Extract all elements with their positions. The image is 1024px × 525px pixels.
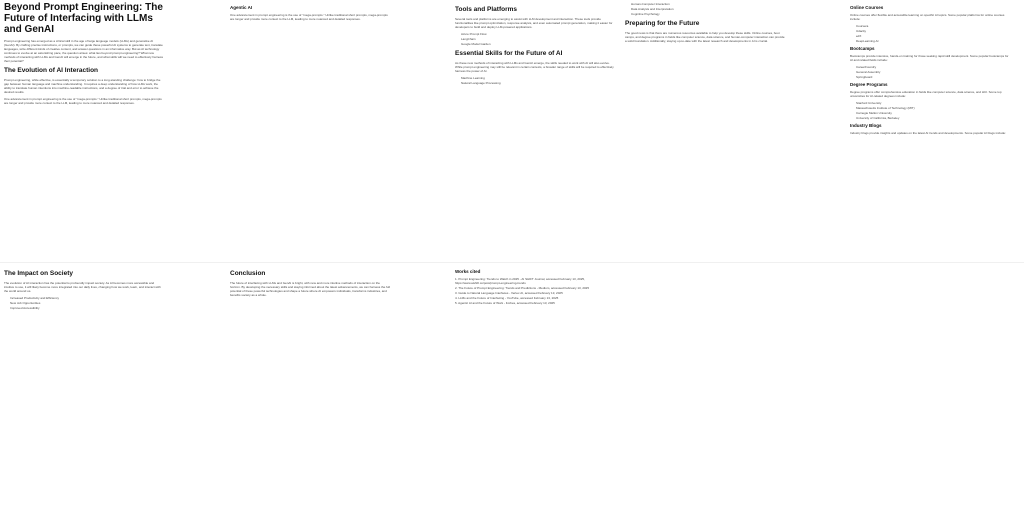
page-divider [0,262,1024,263]
list-item: • Google Model Garden [461,42,615,46]
impact-paragraph: The evolution of AI interaction has the potential to profoundly impact society. As AI becomes more accessible and intuitive to use, it will likely become more integrated into our daily lives, changing how we work, learn, and interact with the world around us. [4,281,161,293]
column-2 [230,2,390,260]
heading-impact: The Impact on Society [4,270,73,277]
heading-online-courses: Online Courses [850,5,884,10]
degree-list [856,101,1010,120]
heading-conclusion: Conclusion [230,270,266,277]
column-8 [455,266,625,522]
online-list [856,24,1010,43]
list-item: • Data Analysis and Interpretation [631,7,785,11]
list-item: • Human-Computer Interaction [631,2,785,6]
list-item: • Machine Learning [461,76,615,80]
heading-skills: Essential Skills for the Future of AI [455,50,563,57]
online-paragraph: Online courses offer flexible and accessible learning on specific AI topics. Some popular platforms for online courses include: [850,13,1005,21]
heading-agentic: Agentic AI [230,5,253,10]
list-item: • Improved Accessibility [10,306,164,310]
evolution-paragraph-1: Prompt engineering, while effective, is essentially a temporary solution to a long-standing challenge: how to bridge the gap between human language and machine understanding. It requires a deep understanding of how LLMs work, the ability to translate human intentions into machine-readable instructions, and a degree of trial and error to achieve the desired results. [4,78,161,94]
degree-paragraph: Degree programs offer comprehensive education in fields like computer science, data science, and HCI. Some top universities for AI-related degrees include: [850,90,1002,98]
list-item: • General Assembly [856,70,1010,74]
conclusion-paragraph: The future of interfacing with LLMs and GenAI is bright, with new and more intuitive methods of interaction on the horizon. By developing the necessary skills and staying informed about the latest advancements, we can harness the full potential of these powerful technologies and shape a future where AI empowers individuals, transforms industries, and benefits society as a whole. [230,281,390,297]
list-item: • University of California, Berkeley [856,116,1010,120]
heading-works-cited: Works cited [455,269,481,274]
column-1 [4,2,164,260]
reference-item: 1. Prompt Engineering: Trends to Watch in 2025 - AI SHIFT Journal, accessed February 13, 2025, https://www.aishift.co/post/prompt-engineering-trends [455,277,585,285]
list-item: • Increased Productivity and Efficiency [10,296,164,300]
impact-list [10,296,164,310]
reference-item: 3. Guide to Natural Language Interfaces - Vertex AI, accessed February 13, 2025 [455,291,563,295]
bootcamps-paragraph: Bootcamps provide intensive, hands-on training for those seeking rapid skill development. Some popular bootcamps for AI and related fields include: [850,54,1009,62]
heading-evolution: The Evolution of AI Interaction [4,67,99,74]
heading-preparing: Preparing for the Future [625,20,700,27]
list-item: • DeepLearning.AI [856,39,1010,43]
intro-paragraph: Prompt engineering has emerged as a critical skill in the age of large language models (LLMs) and generative AI (GenAI). By crafting precise instructions, or prompts, we can guide these powerful AI systems to generate text, translate languages, write different kinds of creative content, and answer questions in an informative way. But as AI technology continues to evolve at an astonishing pace, the question arises: what lies beyond prompt engineering? What new methods of interacting with LLMs and GenAI will emerge in the future, and what skills will we need to effectively harness their potential? [4,39,164,63]
blogs-paragraph: Industry blogs provide insights and updates on the latest AI trends and developments. Some popular AI blogs include: [850,131,1006,135]
column-7 [230,266,390,522]
list-item: • Springboard [856,75,1010,79]
column-3 [455,2,615,260]
list-item: • Massachusetts Institute of Technology (MIT) [856,106,1010,110]
document-title: Beyond Prompt Engineering: The Future of Interfacing with LLMs and GenAI [4,2,163,35]
preparing-paragraph: The good news is that there are numerous resources available to help you develop these skills. Online courses, boot camps, and degree programs in fields like computer science, data science, and human-computer interaction can provide a solid foundation. Additionally, staying up-to-date with the latest research and developments in AI is crucial. [625,31,785,43]
column-6 [4,266,164,522]
reference-item: 2. The Future of Prompt Engineering: Trends and Predictions - Medium, accessed February 13, 2025 [455,286,590,290]
list-item: • Azure Prompt Flow [461,32,615,36]
tools-list [461,32,615,46]
list-item: • Cognitive Psychology [631,12,785,16]
column-5 [850,2,1010,260]
list-item: • Natural Language Processing [461,81,615,85]
list-item: • edX [856,34,1010,38]
heading-degree-programs: Degree Programs [850,82,888,87]
list-item: • Carnegie Mellon University [856,111,1010,115]
heading-bootcamps: Bootcamps [850,46,875,51]
list-item: • Udacity [856,29,1010,33]
heading-industry-blogs: Industry Blogs [850,123,882,128]
skills-intro: As these new methods of interacting with LLMs and GenAI emerge, the skills needed to work with AI will also evolve. While prompt engineering may still be relevant in certain contexts, a broader range of skills will be required to effectively harness the power of AI. [455,61,614,73]
skills-list [461,76,615,85]
evolution-paragraph-2b: One advancement in prompt engineering is the use of "mega-prompts." Unlike traditional short prompts, mega-prompts are longer and provide more context to the LLM, leading to more nuanced and detailed responses. [230,13,388,21]
list-item: • Coursera [856,24,1010,28]
reference-item: 5. Agentic AI and the Future of Work - Forbes, accessed February 13, 2025 [455,301,555,305]
heading-tools: Tools and Platforms [455,6,517,13]
evolution-paragraph-2: One advancement in prompt engineering is the use of "mega-prompts." Unlike traditional short prompts, mega-prompts are longer and provide more context to the LLM, leading to more nuanced and detailed responses. [4,97,162,105]
reference-item: 4. LLMs and the Future of Interfacing - YouTube, accessed February 13, 2025 [455,296,559,300]
bootcamps-list [856,65,1010,79]
tools-intro: Several tools and platforms are emerging to assist with LLM development and interaction. These tools provide functionalities like prompt optimization, response analysis, and even automated prompt generation, making it easier for developers to build and deploy LLM-powered applications. [455,17,613,29]
list-item: • LangChain [461,37,615,41]
column-4 [625,2,785,260]
skills-list-continued [631,2,785,16]
list-item: • CareerFoundry [856,65,1010,69]
list-item: • Stanford University [856,101,1010,105]
list-item: • New Job Opportunities [10,301,164,305]
